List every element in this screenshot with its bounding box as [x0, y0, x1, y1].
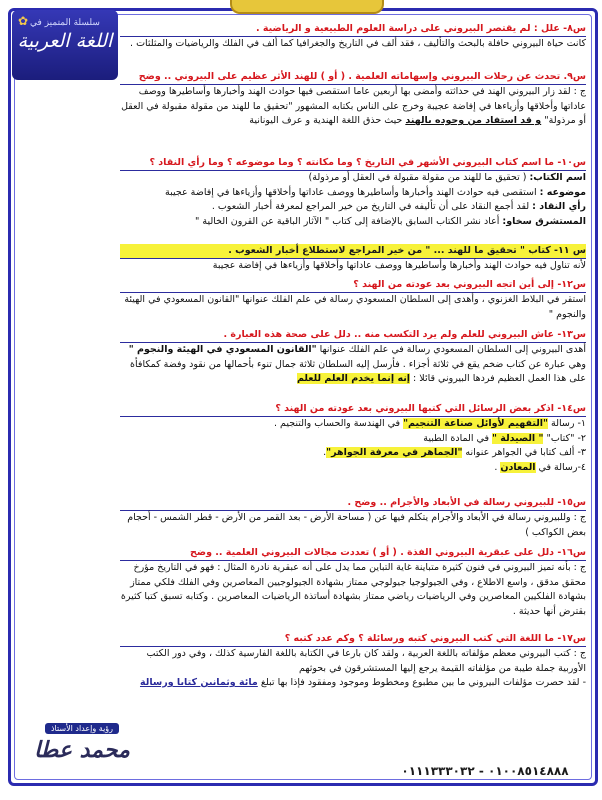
- row-text: استقصى فيه حوادث الهند وأخبارها وأساطيرها ووصف عاداتها وأخلاقها وأزياءها في إفاضة عجيبة: [165, 186, 540, 198]
- question-heading: س٩. تحدث عن رحلات البيروني وإسهاماته العلمية . ( أو ) للهند الأثر عظيم على البيروني .. وضح: [120, 70, 586, 85]
- item-title: "التفهيم لأوائل صناعة التنجيم": [403, 418, 548, 430]
- answer-text: ج : وللبيروني رسالة في الأبعاد والأجرام يتكلم فيها عن ( مساحة الأرض - بعد القمر من الأرض - قطر الشمس - أحجام بعض الكواكب ): [127, 512, 586, 538]
- row-text: أعاد نشر الكتاب السابق بالإضافة إلى كتاب " الآثار الباقية عن القرون الخالية ": [194, 215, 503, 227]
- series-logo: [12, 10, 118, 80]
- answer-part: ج : لقد زار البيروني الهند في حداثته وأمضى بها أربعين عاما استقصى فيها حوادث الهند وأخبارها وأساطيرها ووصف عاداتها وأخلاقها وأزياءها في إفاضة عجيبة وخرج على الناس بكتابه المشهور "تحقيق ما للهند من مقولة مقبولة في العقل أو مرذولة": [121, 86, 586, 127]
- answer-text: كانت حياة البيروني حافلة بالبحث والتأليف ، فقد ألف في التاريخ والجغرافيا كما ألف في الفلك والرياضيات والمثلثات .: [130, 38, 586, 50]
- row-text: ( تحقيق ما للهند من مقولة مقبولة في العقل أو مرذولة): [308, 172, 530, 184]
- list-item: [120, 417, 586, 431]
- question-block-12: [120, 278, 586, 322]
- question-block-10: [120, 156, 586, 229]
- item-post: .: [494, 461, 501, 473]
- question-heading: س١٦- دلل على عبقرية البيروني الفذة . ( أو ) تعددت مجالات البيروني العلمية .. وضح: [120, 546, 586, 561]
- question-block-13: [120, 328, 586, 387]
- logo-title: اللغة العربية: [17, 30, 113, 52]
- logo-subtitle: سلسلة المتميز في: [30, 18, 100, 28]
- question-heading: س٨- علل : لم يقتصر البيروني على دراسة العلوم الطبيعية و الرياضية .: [120, 22, 586, 37]
- question-block-15: [120, 496, 586, 540]
- question-block-14: [120, 402, 586, 475]
- row-label: موضوعه :: [539, 186, 586, 198]
- flower-icon: ✿: [18, 14, 29, 28]
- item-pre: ٢- "كتاب": [543, 432, 586, 444]
- answer-text: لأنه تناول فيه حوادث الهند وأخبارها وأساطيرها ووصف عاداتها وأخلاقها وأزياءها في إفاضة عجيبة: [212, 260, 586, 272]
- answer-row: [120, 171, 586, 185]
- author-signature: [12, 716, 152, 780]
- item-post: في المادة الطبية: [423, 432, 493, 444]
- answer-part: أهدى البيروني إلى السلطان المسعودي رسالة في علم الفلك عنوانها: [316, 344, 586, 356]
- author-name: محمد عطا: [34, 737, 130, 763]
- top-decoration: [230, 0, 384, 14]
- answer-underlined: مائة وثمانين كتابا ورسالة: [139, 677, 258, 689]
- question-block-17: [120, 632, 586, 691]
- item-title: "الجماهر في معرفة الجواهر": [326, 447, 463, 459]
- question-heading: س١٥- للبيروني رسالة في الأبعاد والأجرام .. وضح .: [120, 496, 586, 511]
- phone-numbers: ٠١٠٠٨٥١٤٨٨٨ - ٠١١١٣٣٣٠٣٢: [401, 764, 569, 778]
- answer-text: ج : بأنه تميز البيروني في فنون كثيرة متباينة غاية التباين مما يدل على أنه عبقرية نادرة المثال : فهو في التاريخ مؤرخ محقق مدقق ، واسع الاطلاع ، وفي الجيولوجيا جيولوجي ممتاز بشهادة الجيولوجيين المعاصرين وفي الفلك فلكي ممتاز بشهادة الفلكيين المعاصرين وفي الرياضيات رياضي ممتاز بشهادة أساتذة الرياضيات المعاصرين . وكتابه تسبق كتبا كثيرة بقترض أنها حديثة .: [120, 562, 586, 617]
- item-pre: ٤-رسالة في: [535, 461, 586, 473]
- author-label: رؤية وإعداد الأستاذ: [45, 723, 119, 734]
- row-label: اسم الكتاب:: [529, 172, 586, 184]
- question-block-9: [120, 70, 586, 129]
- question-heading: س١٣- عاش البيروني للعلم ولم يرد التكسب منه .. دلل على صحة هذه العبارة .: [120, 328, 586, 343]
- worksheet-content: [120, 22, 586, 800]
- question-block-11: [120, 244, 586, 274]
- item-title: " الصيدلة ": [492, 432, 544, 444]
- item-pre: ٣- ألف كتابا في الجواهر عنوانه: [462, 447, 586, 459]
- item-post: في الهندسة والحساب والتنجيم .: [273, 418, 404, 430]
- list-item: [120, 461, 586, 475]
- answer-text: [120, 676, 586, 690]
- answer-row: [120, 215, 586, 229]
- answer-bold: "القانون المسعودي في الهيئة والنجوم ": [128, 344, 317, 356]
- question-heading: س ١١- كتاب " تحقيق ما للهند ... " من خير المراجع لاستطلاع أخبار الشعوب .: [120, 244, 586, 259]
- list-item: [120, 432, 586, 446]
- row-label: المستشرق سخاو:: [502, 215, 586, 227]
- row-text: لقد أجمع النقاد على أن تأليفه في التاريخ من خير المراجع لمعرفة أخبار الشعوب .: [211, 201, 533, 213]
- answer-text: استقر في البلاط الغزنوي ، وأهدى إلى السلطان المسعودي رسالة في علم الفلك عنوانها "القانون المسعودي في الهيئة والنجوم ": [124, 294, 586, 320]
- question-heading: س١٤- اذكر بعض الرسائل التي كتبها البيروني بعد عودته من الهند ؟: [120, 402, 586, 417]
- item-post: .: [323, 447, 327, 459]
- answer-text: ج : كتب البيروني معظم مؤلفاته باللغة العربية ، ولقد كان بارعا في الكتابة باللغة الفارسية كذلك ، وفي دور الكتب الأوربية جملة طيبة من مؤلفاته القيمة يرجع إليها المستشرقون في بحوثهم: [146, 648, 586, 674]
- answer-part: - لقد حصرت مؤلفات البيروني ما بين مطبوع ومخطوط وموجود ومفقود فإذا بها تبلغ: [257, 677, 586, 689]
- answer-text: [120, 343, 586, 386]
- answer-part: وهي عبارة عن كتاب ضخم يقع في ثلاثة أجزاء . فأرسل إليه السلطان ثلاثة جمال تنوء بأحمالها من نقود وفضة كمكافأة على هذا العمل العظيم فردها البيروني قائلا :: [130, 358, 586, 385]
- item-pre: ١- رسالة: [547, 418, 586, 430]
- list-item: [120, 446, 586, 460]
- answer-highlight: إنه إنما يخدم العلم للعلم: [296, 373, 411, 385]
- answer-part: حيث حذق اللغة الهندية و عرف اليونانية: [249, 115, 406, 127]
- question-heading: س١٠- ما اسم كتاب البيروني الأشهر في التاريخ ؟ وما مكانته ؟ وما موضوعه ؟ وما رأي النقاد ؟: [120, 156, 586, 171]
- answer-row: [120, 200, 586, 214]
- question-block-16: [120, 546, 586, 619]
- answer-underlined: و قد استفاد من وجوده بالهند: [405, 115, 542, 127]
- answer-row: [120, 186, 586, 200]
- question-heading: س١٢- إلى أين اتجه البيروني بعد عودته من الهند ؟: [120, 278, 586, 293]
- row-label: رأي النقاد :: [532, 201, 586, 213]
- answer-text: [120, 85, 586, 128]
- question-heading: س١٧- ما اللغة التي كتب البيروني كتبه ورسائلة ؟ وكم عدد كتبه ؟: [120, 632, 586, 647]
- item-title: المعادن: [500, 461, 536, 473]
- question-block-8: [120, 22, 586, 52]
